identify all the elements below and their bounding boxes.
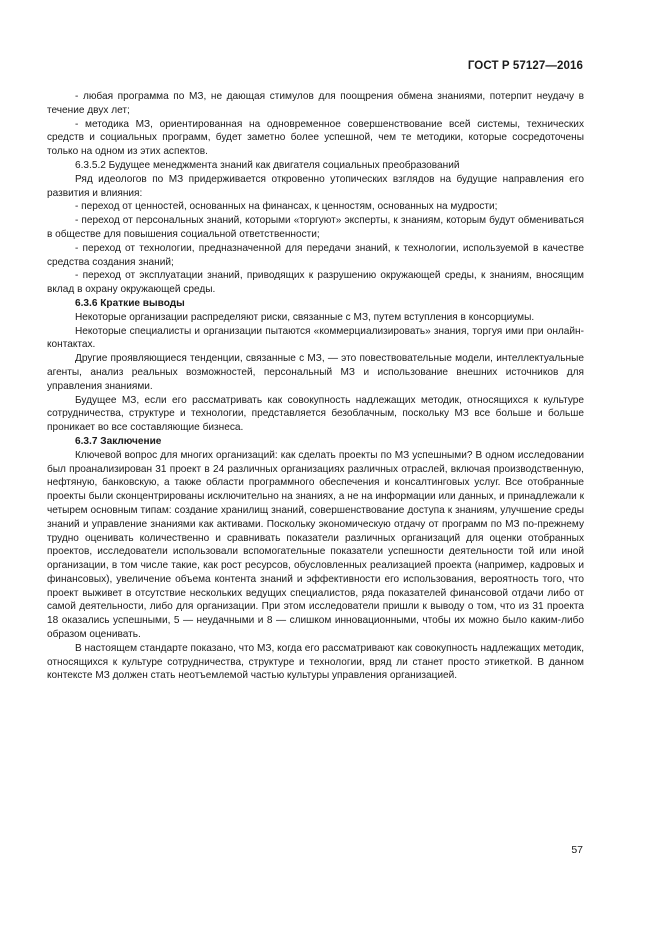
section-heading: 6.3.6 Краткие выводы	[75, 297, 185, 309]
document-header: ГОСТ Р 57127—2016	[467, 60, 583, 72]
section-heading: 6.3.7 Заключение	[75, 435, 162, 447]
page-number: 57	[571, 844, 583, 856]
paragraph: Ряд идеологов по МЗ придерживается откровенно утопических взглядов на будущие направления его развития и влияния:	[47, 173, 584, 199]
paragraph: - переход от ценностей, основанных на финансах, к ценностям, основанных на мудрости;	[75, 201, 498, 213]
paragraph: Некоторые организации распределяют риски, связанные с МЗ, путем вступления в консорциумы.	[75, 311, 535, 323]
paragraph: В настоящем стандарте показано, что МЗ, когда его рассматривают как совокупность надлежащих методик, относящихся к культуре сотрудничества, структуре и технологии, вряд ли станет просто этикеткой. В данном контексте МЗ должен стать неотъемлемой частью культуры управления организацией.	[47, 642, 584, 682]
paragraph: Ключевой вопрос для многих организаций: как сделать проекты по МЗ успешными? В одном исследовании был проанализирован 31 проект в 24 различных организациях различных отраслей, включая производственную, нефтяную, банковскую, а также области программного обеспечения и консалтинговых услуг. Все отобранные проекты были сконцентрированы исключительно на знаниях, а не на информации или данных, и принадлежали к четырем основным типам: создание хранилищ знаний, совершенствование доступа к знаниям, улучшение среды знаний и управление знаниями как активами. Поскольку экономическую отдачу от программ по МЗ по-прежнему трудно оценивать количественно и сравнивать показатели различных организаций для оценки отобранных проектов, исследователи использовали вспомогательные показатели успешности деятельности той или иной организации, в том числе такие, как рост ресурсов, обусловленных реализацией проекта (например, кадровых и финансовых), увеличение объема контента знаний и эффективности его использования, вероятность того, что проект выживет в отсутствие нескольких ведущих специалистов, ряда показателей финансовой отдачи либо от самой деятельности, либо для организации. При этом исследователи пришли к выводу о том, что из 31 проекта 18 оказались успешными, 5 — неудачными и 8 — слишком инновационными, чтобы их можно было каким-либо образом оценивать.	[47, 449, 584, 641]
document-body	[47, 90, 584, 683]
paragraph: - переход от персональных знаний, которыми «торгуют» эксперты, к знаниям, которым будут обмениваться в обществе для повышения социальной ответственности;	[47, 215, 584, 240]
paragraph: - методика МЗ, ориентированная на одновременное совершенствование всей системы, технических средств и социальных программ, будет заметно более успешной, чем те методики, которые сосредоточены только на одном из этих аспектов.	[47, 118, 584, 158]
paragraph: - переход от технологии, предназначенной для передачи знаний, к технологии, используемой в качестве средства создания знаний;	[47, 242, 584, 268]
paragraph: Будущее МЗ, если его рассматривать как совокупность надлежащих методик, относящихся к культуре сотрудничества, структуре и технологии, представляется безоблачным, поскольку МЗ все больше и больше проникает во все составляющие бизнеса.	[47, 394, 584, 434]
paragraph: Некоторые специалисты и организации пытаются «коммерциализировать» знания, торгуя ими при онлайн-контактах.	[47, 325, 584, 351]
paragraph: - переход от эксплуатации знаний, приводящих к разрушению окружающей среды, к знаниям, вносящим вклад в охрану окружающей среды.	[47, 270, 584, 296]
paragraph: Другие проявляющиеся тенденции, связанные с МЗ, — это повествовательные модели, интеллектуальные агенты, анализ реальных возможностей, персональный МЗ и использование внешних источников для управления знаниями.	[47, 353, 584, 392]
paragraph: 6.3.5.2 Будущее менеджмента знаний как двигателя социальных преобразований	[75, 159, 460, 171]
paragraph: - любая программа по МЗ, не дающая стимулов для поощрения обмена знаниями, потерпит неудачу в течение двух лет;	[47, 91, 584, 116]
